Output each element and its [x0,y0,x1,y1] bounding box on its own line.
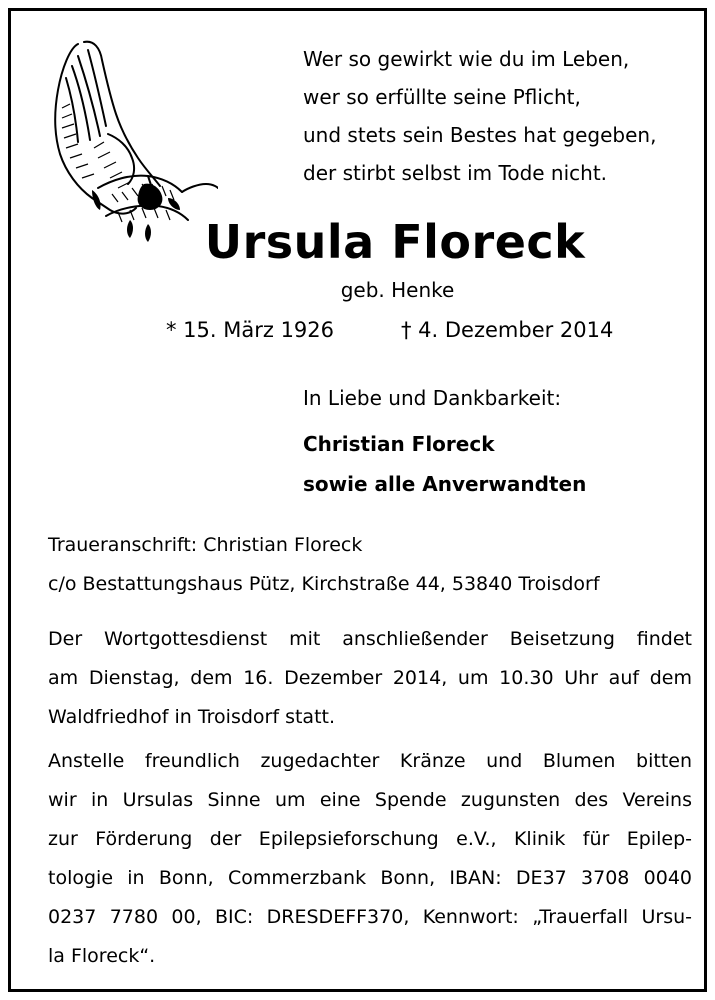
donation-line: Anstelle freundlich zugedachter Kränze und Blumen bitten [48,750,692,772]
donation-line: wir in Ursulas Sinne um eine Spende zugunsten des Vereins [48,789,692,811]
mourner-name: sowie alle Anverwandten [303,472,587,496]
donation-paragraph [48,742,692,976]
death-date: † 4. Dezember 2014 [401,318,614,342]
mourning-address [48,526,688,604]
poem-line: Wer so gewirkt wie du im Leben, [303,47,630,71]
mourners-intro: In Liebe und Dankbarkeit: [303,386,562,410]
mourner-name: Christian Floreck [303,432,495,456]
donation-line: la Floreck“. [48,945,156,967]
donation-line: zur Förderung der Epilepsieforschung e.V., Klinik für Epilep- [48,828,692,850]
memorial-poem [303,40,693,192]
birth-name: geb. Henke [340,278,455,302]
donation-line: 0237 7780 00, BIC: DRESDEFF370, Kennwort: „Trauerfall Ursu- [48,906,692,928]
poem-line: der stirbt selbst im Tode nicht. [303,161,608,185]
service-paragraph [48,620,692,737]
poem-line: und stets sein Bestes hat gegeben, [303,123,657,147]
poem-line: wer so erfüllte seine Pflicht, [303,85,581,109]
service-line: Waldfriedhof in Troisdorf statt. [48,706,336,728]
service-line: Der Wortgottesdienst mit anschließender Beisetzung findet [48,628,692,650]
address-line: Traueranschrift: Christian Floreck [48,534,363,556]
address-line: c/o Bestattungshaus Pütz, Kirchstraße 44, 53840 Troisdorf [48,573,600,595]
birth-date: * 15. März 1926 [166,318,335,342]
donation-line: tologie in Bonn, Commerzbank Bonn, IBAN: DE37 3708 0040 [48,867,692,889]
deceased-name: Ursula Floreck [204,215,586,269]
service-line: am Dienstag, dem 16. Dezember 2014, um 10.30 Uhr auf dem [48,667,692,689]
